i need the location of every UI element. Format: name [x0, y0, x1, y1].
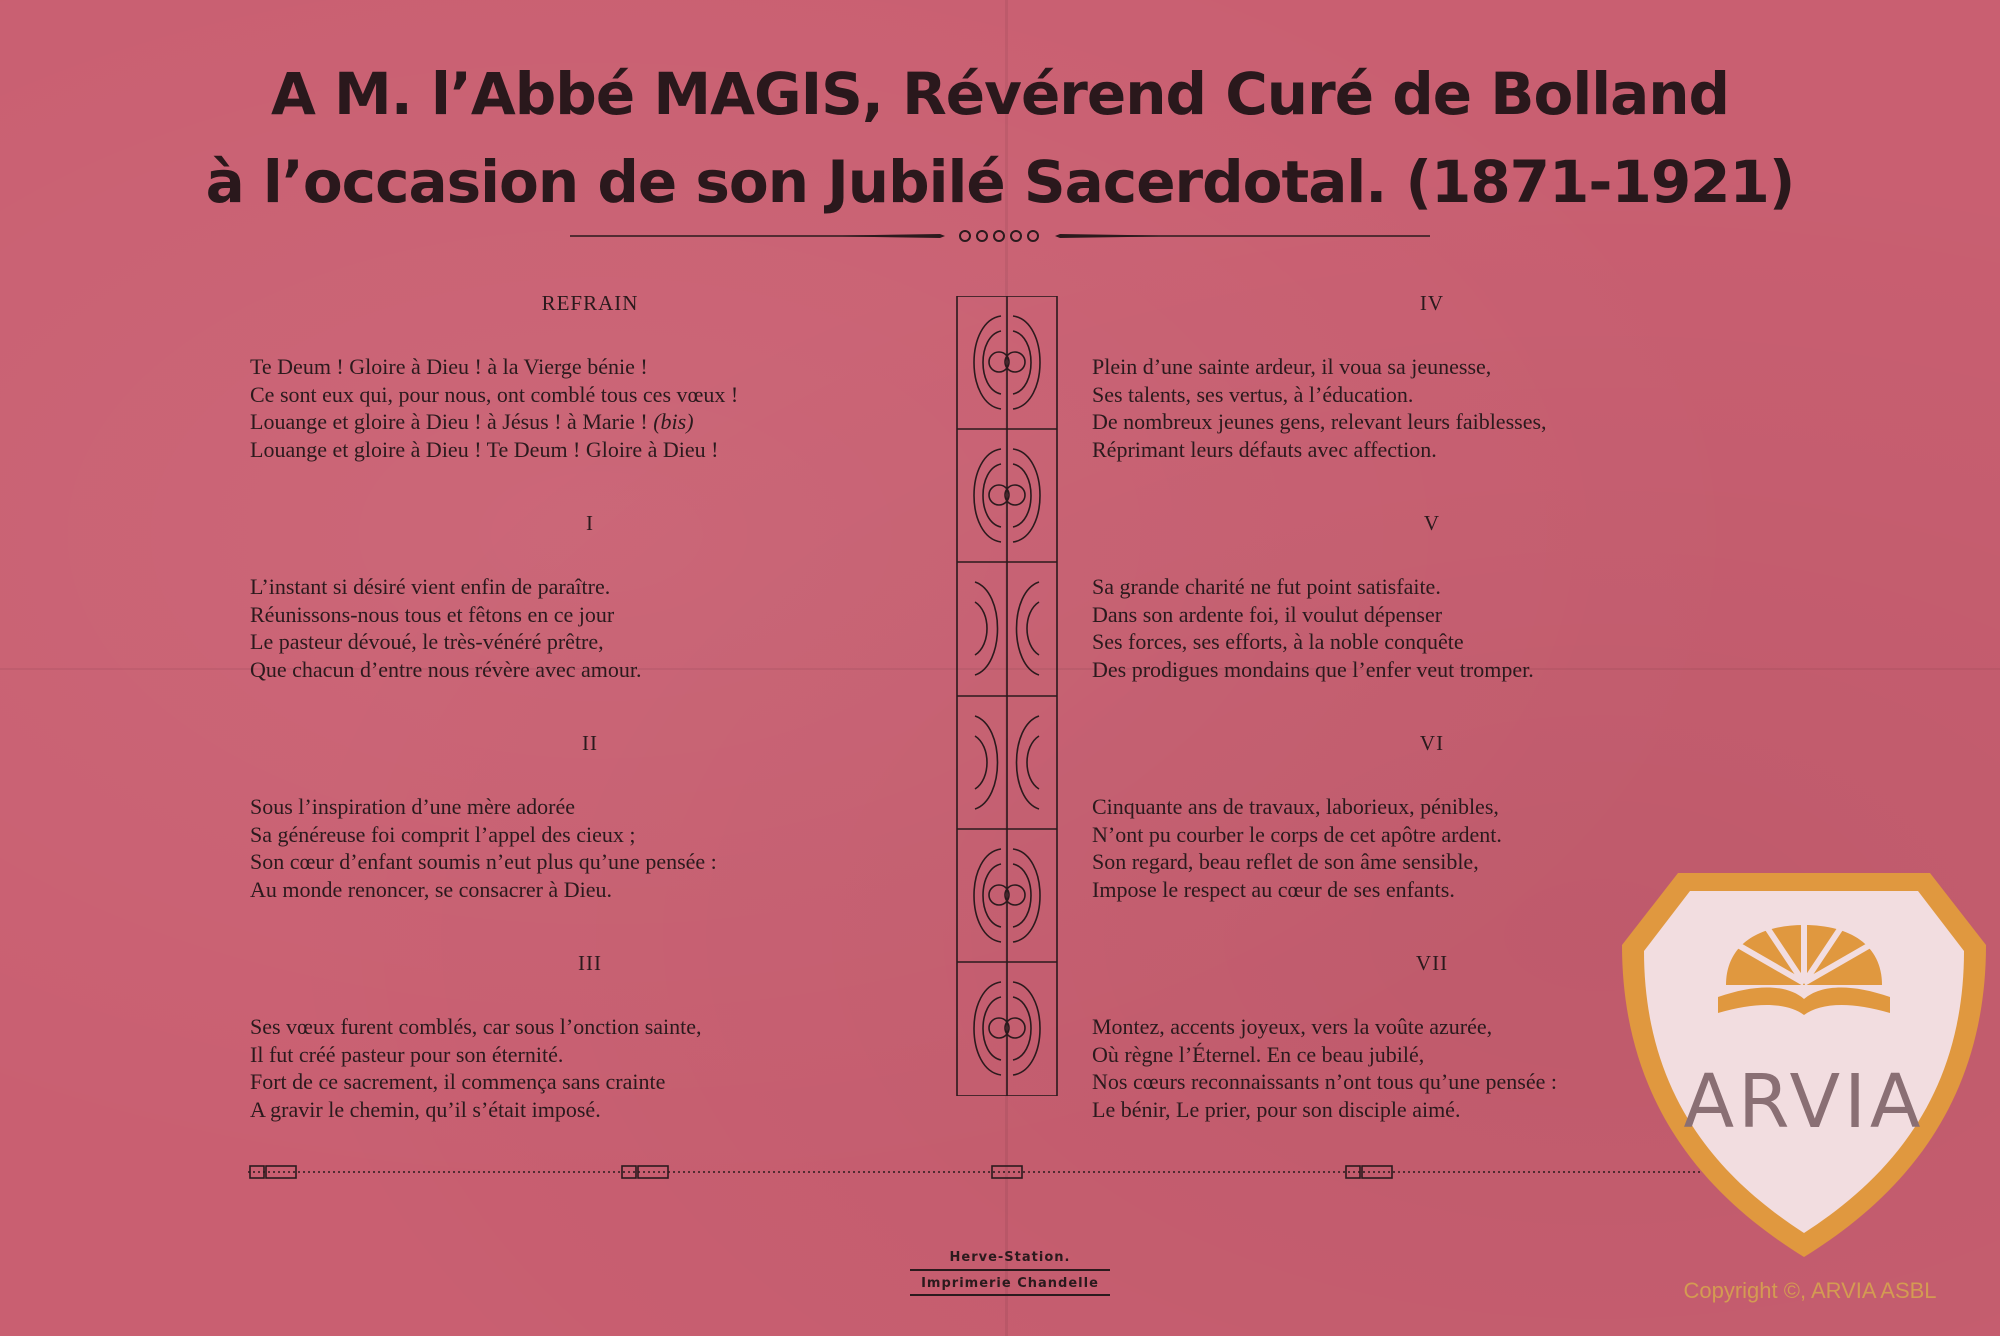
- verse-line: Plein d’une sainte ardeur, il voua sa jeunesse,: [1092, 354, 1492, 379]
- verse-line: N’ont pu courber le corps de cet apôtre ardent.: [1092, 821, 1502, 847]
- copyright-notice: Copyright ©, ARVIA ASBL: [1683, 1278, 1937, 1303]
- stanza-heading: III: [578, 951, 602, 975]
- verse-line: [250, 408, 930, 436]
- stanza-v: [1092, 510, 1772, 683]
- arvia-logo-watermark: [1618, 865, 1990, 1261]
- verse-line: Ses vœux furent comblés, car sous l’onction sainte,: [250, 1014, 702, 1039]
- verse-line: Fort de ce sacrement, il commença sans crainte: [250, 1069, 666, 1094]
- center-ornament-column: [955, 296, 1059, 1096]
- stanza-iv: [1092, 290, 1772, 463]
- verse-line: Le bénir, Le prier, pour son disciple aimé.: [1092, 1096, 1461, 1122]
- title-line-2: à l’occasion de son Jubilé Sacerdotal. (1871-1921): [205, 148, 1795, 216]
- verse-line: Réunissons-nous tous et fêtons en ce jour: [250, 601, 615, 627]
- bis-marker: (bis): [653, 409, 694, 434]
- verse-line: Ses forces, ses efforts, à la noble conquête: [1092, 629, 1464, 654]
- title-ornament-rule: [570, 228, 1430, 244]
- verse-line: A gravir le chemin, qu’il s’était imposé.: [250, 1096, 601, 1122]
- stanza-heading: VI: [1419, 731, 1445, 755]
- document-title: [0, 50, 2000, 226]
- verse-line: L’instant si désiré vient enfin de paraître.: [250, 574, 611, 599]
- stanza-heading: V: [1423, 511, 1441, 535]
- bottom-ornament-rule: [248, 1164, 1768, 1180]
- verse-line: Louange et gloire à Dieu ! Te Deum ! Gloire à Dieu !: [250, 436, 719, 462]
- verse-line: De nombreux jeunes gens, relevant leurs faiblesses,: [1092, 409, 1547, 434]
- verse-line: Son cœur d’enfant soumis n’eut plus qu’une pensée :: [250, 849, 717, 874]
- stanza-heading: VII: [1415, 951, 1449, 975]
- verse-line: Dans son ardente foi, il voulut dépenser: [1092, 601, 1443, 627]
- verse-line: Réprimant leurs défauts avec affection.: [1092, 436, 1437, 462]
- stanza-heading: II: [582, 731, 598, 755]
- stanza-ii: [250, 730, 930, 903]
- verse-line-text: Louange et gloire à Dieu ! à Jésus ! à Marie !: [250, 409, 648, 434]
- verse-line: Que chacun d’entre nous révère avec amour.: [250, 656, 642, 682]
- verse-line: Le pasteur dévoué, le très-vénéré prêtre,: [250, 629, 604, 654]
- imprint-line-1: Herve-Station.: [910, 1250, 1110, 1271]
- verse-line: Te Deum ! Gloire à Dieu ! à la Vierge bénie !: [250, 354, 648, 379]
- stanza-heading: I: [586, 511, 594, 535]
- stanza-iii: [250, 950, 930, 1123]
- verse-line: Au monde renoncer, se consacrer à Dieu.: [250, 876, 612, 902]
- verse-line: Son regard, beau reflet de son âme sensible,: [1092, 849, 1479, 874]
- printer-imprint: [910, 1250, 1110, 1296]
- imprint-line-2: Imprimerie Chandelle: [910, 1271, 1110, 1296]
- left-column: [250, 290, 930, 1170]
- verse-line: Impose le respect au cœur de ses enfants.: [1092, 876, 1455, 902]
- verse-line: Où règne l’Éternel. En ce beau jubilé,: [1092, 1041, 1425, 1067]
- verse-line: Sa grande charité ne fut point satisfaite.: [1092, 574, 1441, 599]
- stanza-i: [250, 510, 930, 683]
- verse-line: Sous l’inspiration d’une mère adorée: [250, 794, 576, 819]
- verse-line: Sa généreuse foi comprit l’appel des cieux ;: [250, 821, 636, 847]
- verse-line: Ses talents, ses vertus, à l’éducation.: [1092, 381, 1414, 407]
- verse-line: Des prodigues mondains que l’enfer veut tromper.: [1092, 656, 1534, 682]
- logo-text: ARVIA: [1683, 1059, 1925, 1145]
- verse-line: Montez, accents joyeux, vers la voûte azurée,: [1092, 1014, 1493, 1039]
- title-line-1: A M. l’Abbé MAGIS, Révérend Curé de Bolland: [270, 60, 1730, 128]
- verse-line: Nos cœurs reconnaissants n’ont tous qu’une pensée :: [1092, 1069, 1557, 1094]
- verse-line: Cinquante ans de travaux, laborieux, pénibles,: [1092, 794, 1499, 819]
- stanza-heading: IV: [1419, 291, 1445, 315]
- stanza-refrain: [250, 290, 930, 463]
- stanza-heading: REFRAIN: [541, 291, 639, 315]
- verse-line: Ce sont eux qui, pour nous, ont comblé tous ces vœux !: [250, 381, 739, 407]
- verse-line: Il fut créé pasteur pour son éternité.: [250, 1041, 564, 1067]
